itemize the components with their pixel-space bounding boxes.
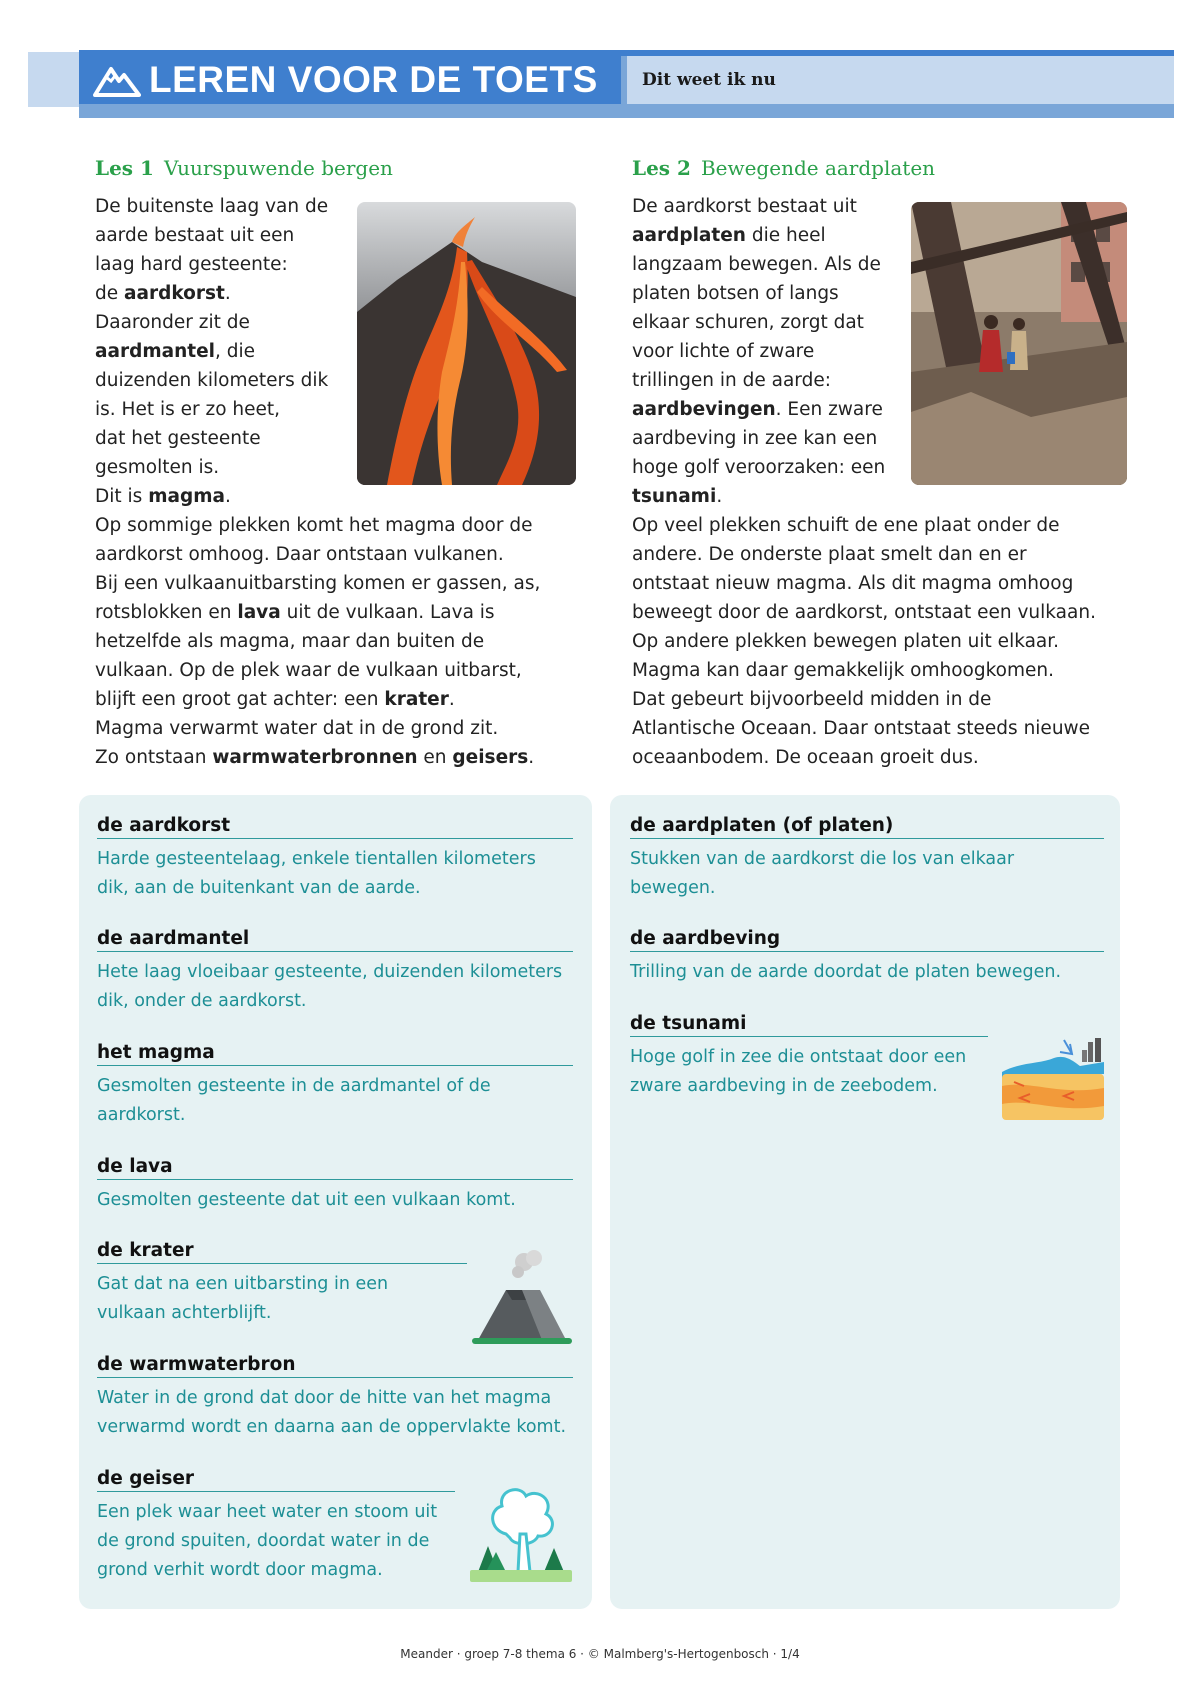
lesson2-text: [632, 192, 1152, 772]
vocab-term: de lava: [97, 1156, 573, 1180]
lesson2-text-b: . Een zware aardbeving in zee kan een hoge golf veroorzaken: een: [632, 399, 886, 478]
lesson2-title: [632, 156, 935, 180]
lesson1-text-d: uit de vulkaan. Lava is hetzelfde als magma, maar dan buiten de vulkaan. Op de plek waar de vulkaan uitbarst, blijft een groot gat achter: een: [95, 602, 522, 710]
lesson2-number: Les 2: [632, 156, 691, 180]
vocab-term: de geiser: [97, 1468, 455, 1492]
volcano-icon: [470, 1248, 574, 1348]
page-title: LEREN VOOR DE TOETS: [149, 59, 598, 100]
lesson2-intro: De aardkorst bestaat uit: [632, 196, 857, 217]
kw-warmwaterbronnen: warmwaterbronnen: [212, 747, 418, 768]
lesson1-text-b: , die duizenden kilometers dik is. Het is er zo heet, dat het gesteente gesmolten is. Dit is: [95, 341, 329, 507]
vocab-term: de warmwaterbron: [97, 1354, 573, 1378]
header-subtitle-box: [627, 56, 1174, 104]
lesson1-number: Les 1: [95, 156, 154, 180]
kw-lava: lava: [237, 602, 281, 623]
vocab-def: Water in de grond dat door de hitte van het magma verwarmd wordt en daarna aan de oppervlakte komt.: [97, 1388, 567, 1437]
lesson2-text-c: . Op veel plekken schuift de ene plaat onder de andere. De onderste plaat smelt dan en er ontstaat nieuw magma. Als dit magma omhoog beweegt door de aardkorst, ontstaat een vulkaan. Op andere plekken bewegen platen uit elkaar. Magma kan daar gemakkelijk omhoogkomen. Dat gebeurt bijvoorbeeld midden in de Atlantische Oceaan. Daar ontstaat steeds nieuwe oceaanbodem. De oceaan groeit dus.: [632, 486, 1096, 768]
lesson1-text-f: en: [417, 747, 453, 768]
lesson1-text-c: . Op sommige plekken komt het magma door de aardkorst omhoog. Daar ontstaan vulkanen. Bij een vulkaanuitbarsting komen er gassen, as, rotsblokken en: [95, 486, 541, 623]
header-title-box: [79, 56, 621, 104]
lesson2-text-a: die heel langzaam bewegen. Als de platen botsen of langs elkaar schuren, zorgt dat voor lichte of zware trillingen in de aarde:: [632, 225, 881, 391]
vocab-def: Gesmolten gesteente dat uit een vulkaan komt.: [97, 1190, 516, 1210]
vocab-def: Trilling van de aarde doordat de platen bewegen.: [630, 962, 1062, 982]
vocab-term: de tsunami: [630, 1013, 988, 1037]
page-subtitle: Dit weet ik nu: [642, 70, 776, 90]
vocab-term: de aardmantel: [97, 928, 573, 952]
lesson1-text-a: . Daaronder zit de: [95, 283, 250, 333]
vocab-term: de aardbeving: [630, 928, 1104, 952]
lesson1-text-e: . Magma verwarmt water dat in de grond zit. Zo ontstaan: [95, 689, 499, 768]
vocab-def: Hete laag vloeibaar gesteente, duizenden kilometers dik, onder de aardkorst.: [97, 962, 563, 1011]
kw-krater: krater: [384, 689, 449, 710]
kw-aardbevingen: aardbevingen: [632, 399, 776, 420]
vocab-def: Stukken van de aardkorst die los van elkaar bewegen.: [630, 849, 1015, 898]
mountain-icon: [93, 63, 141, 97]
vocab-term: de krater: [97, 1240, 467, 1264]
vocab-def: Harde gesteentelaag, enkele tientallen kilometers dik, aan de buitenkant van de aarde.: [97, 849, 536, 898]
tsunami-icon: [1000, 1036, 1106, 1122]
vocab-box-right: [610, 795, 1120, 1609]
vocab-def: Een plek waar heet water en stoom uit de grond spuiten, doordat water in de grond verhit wordt door magma.: [97, 1502, 438, 1580]
kw-magma: magma: [148, 486, 225, 507]
lesson2-name: Bewegende aardplaten: [700, 156, 936, 180]
lesson1-title: [95, 156, 393, 180]
vocab-def: Gat dat na een uitbarsting in een vulkaan achterblijft.: [97, 1274, 389, 1323]
vocab-term: de aardplaten (of platen): [630, 815, 1104, 839]
lesson1-name: Vuurspuwende bergen: [163, 156, 393, 180]
kw-aardplaten: aardplaten: [632, 225, 746, 246]
lesson1-text: [95, 192, 555, 772]
lesson1-intro: De buitenste laag van de aarde bestaat uit een laag hard gesteente: de: [95, 196, 329, 304]
lesson1-text-g: .: [528, 747, 535, 768]
vocab-def: Gesmolten gesteente in de aardmantel of de aardkorst.: [97, 1076, 491, 1125]
geyser-icon: [468, 1474, 574, 1586]
kw-tsunami: tsunami: [632, 486, 717, 507]
page-footer: Meander · groep 7-8 thema 6 · © Malmberg's-Hertogenbosch · 1/4: [400, 1647, 800, 1661]
kw-geisers: geisers: [452, 747, 529, 768]
vocab-term: de aardkorst: [97, 815, 573, 839]
vocab-def: Hoge golf in zee die ontstaat door een zware aardbeving in de zeebodem.: [630, 1047, 967, 1096]
vocab-term: het magma: [97, 1042, 573, 1066]
kw-aardmantel: aardmantel: [95, 341, 215, 362]
kw-aardkorst: aardkorst: [124, 283, 225, 304]
